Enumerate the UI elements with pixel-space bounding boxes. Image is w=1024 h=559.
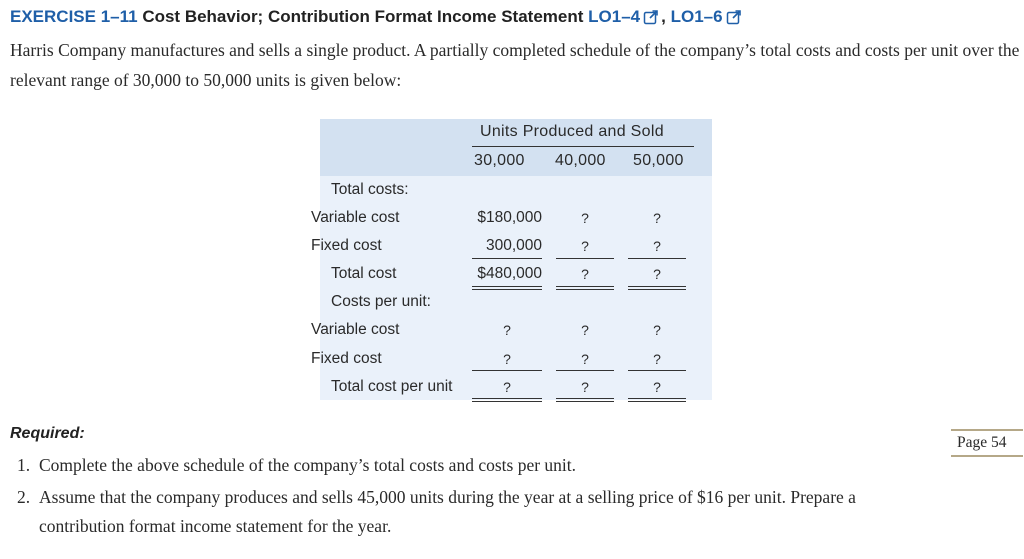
- section-costs-per-unit: Costs per unit:: [331, 293, 431, 310]
- required-label: Required:: [10, 425, 85, 442]
- cell-fixed-cost-per-unit-40000: ?: [581, 351, 589, 367]
- row-label-fixed-cost: Fixed cost: [311, 237, 382, 254]
- cell-variable-cost-50000: ?: [653, 210, 661, 226]
- cell-total-cost-30000: $480,000: [477, 265, 542, 282]
- row-label-variable-cost-per-unit: Variable cost: [311, 321, 400, 338]
- subtotal-rule: [628, 258, 686, 259]
- total-double-rule: [472, 398, 542, 402]
- lo-link-1[interactable]: LO1–4: [588, 7, 641, 26]
- cell-total-cost-per-unit-40000: ?: [581, 379, 589, 395]
- exercise-title: Cost Behavior; Contribution Format Income Statement: [142, 7, 584, 26]
- cell-fixed-cost-30000: 300,000: [485, 237, 542, 254]
- external-link-icon[interactable]: [726, 9, 742, 31]
- cell-variable-cost-per-unit-40000: ?: [581, 322, 589, 338]
- requirement-number: 1.: [17, 455, 31, 475]
- requirement-2-continued: contribution format income statement for the year.: [39, 516, 392, 536]
- total-double-rule: [472, 286, 542, 290]
- cell-variable-cost-40000: ?: [581, 210, 589, 226]
- subtotal-rule: [556, 370, 614, 371]
- subtotal-rule: [472, 370, 542, 371]
- exercise-heading: [10, 6, 744, 31]
- exercise-number: EXERCISE 1–11: [10, 7, 138, 26]
- row-label-variable-cost: Variable cost: [311, 209, 400, 226]
- cell-variable-cost-per-unit-30000: ?: [503, 322, 511, 338]
- section-total-costs: Total costs:: [331, 181, 409, 198]
- total-double-rule: [628, 398, 686, 402]
- subtotal-rule: [556, 258, 614, 259]
- lo-link-2[interactable]: LO1–6: [670, 7, 723, 26]
- page-reference: Page 54: [951, 429, 1023, 457]
- intro-paragraph: Harris Company manufactures and sells a single product. A partially completed schedule of the company’s total costs and costs per unit over the relevant range of 30,000 to 50,000 units is given below:: [10, 40, 1020, 90]
- requirement-2: [17, 482, 856, 512]
- subtotal-rule: [628, 370, 686, 371]
- cell-fixed-cost-per-unit-30000: ?: [503, 351, 511, 367]
- row-label-total-cost-per-unit: Total cost per unit: [331, 378, 453, 395]
- row-label-total-cost: Total cost: [331, 265, 397, 282]
- cell-total-cost-50000: ?: [653, 266, 661, 282]
- cell-variable-cost-30000: $180,000: [477, 209, 542, 226]
- cell-fixed-cost-40000: ?: [581, 238, 589, 254]
- total-double-rule: [556, 286, 614, 290]
- column-header-50000: 50,000: [633, 152, 684, 169]
- requirement-text: Complete the above schedule of the company’s total costs and costs per unit.: [39, 455, 577, 475]
- requirement-1: [17, 450, 576, 480]
- requirement-number: 2.: [17, 487, 31, 507]
- total-double-rule: [628, 286, 686, 290]
- subtotal-rule: [472, 258, 542, 259]
- external-link-icon[interactable]: [643, 9, 659, 31]
- cell-fixed-cost-50000: ?: [653, 238, 661, 254]
- group-header-rule: [472, 146, 694, 147]
- cell-total-cost-per-unit-30000: ?: [503, 379, 511, 395]
- total-double-rule: [556, 398, 614, 402]
- column-header-40000: 40,000: [555, 152, 606, 169]
- requirement-text: Assume that the company produces and sells 45,000 units during the year at a selling price of $16 per unit. Prepare a: [39, 487, 856, 507]
- lo-separator: ,: [661, 7, 666, 26]
- group-header-label: Units Produced and Sold: [480, 123, 664, 140]
- cell-total-cost-40000: ?: [581, 266, 589, 282]
- cell-fixed-cost-per-unit-50000: ?: [653, 351, 661, 367]
- cell-total-cost-per-unit-50000: ?: [653, 379, 661, 395]
- row-label-fixed-cost-per-unit: Fixed cost: [311, 350, 382, 367]
- cell-variable-cost-per-unit-50000: ?: [653, 322, 661, 338]
- column-header-30000: 30,000: [474, 152, 525, 169]
